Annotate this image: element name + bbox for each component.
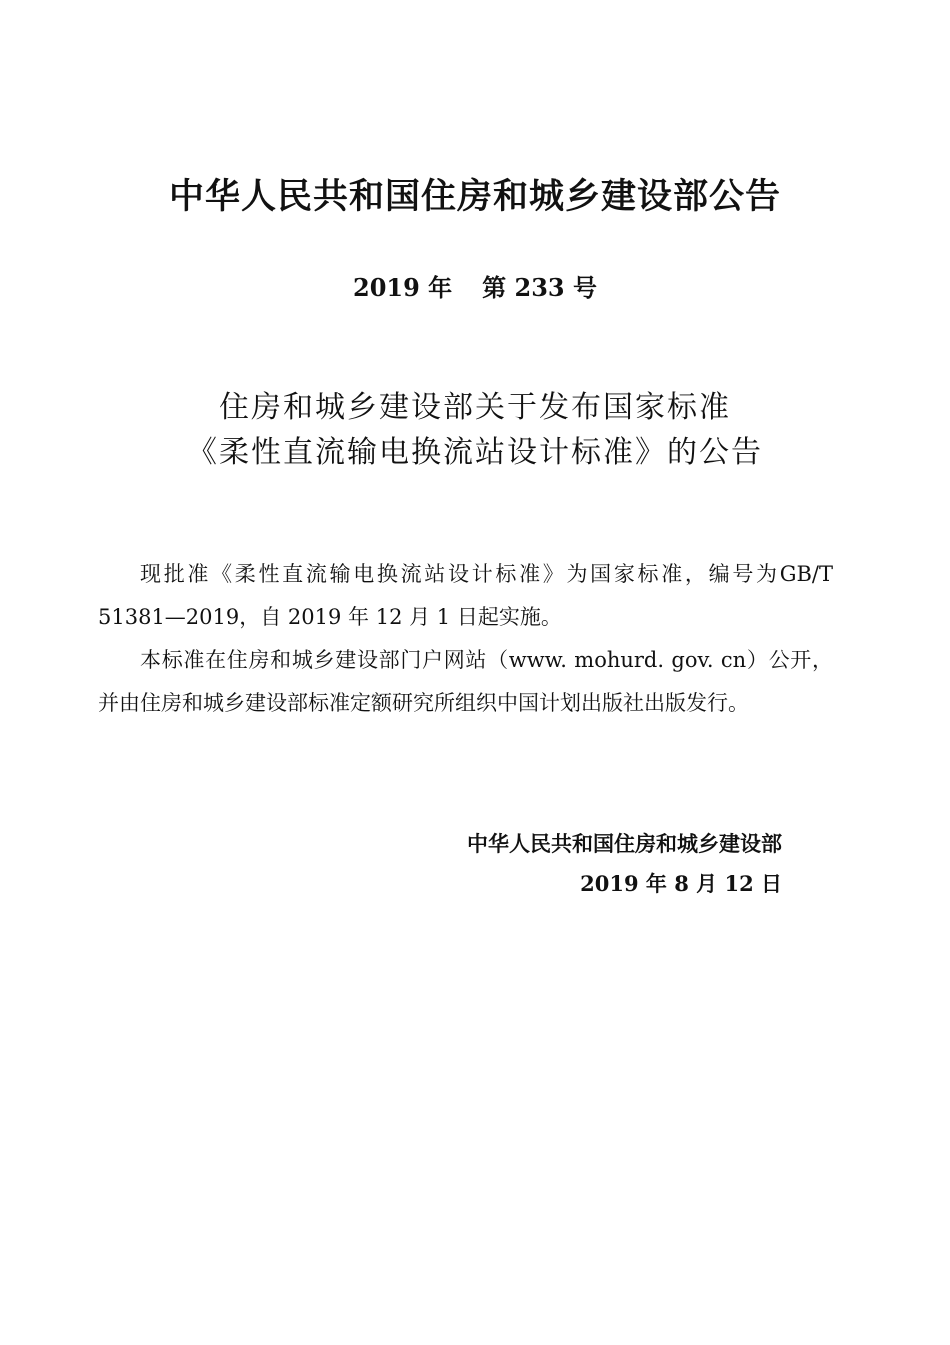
notice-title-line-1: 住房和城乡建设部关于发布国家标准	[219, 390, 731, 425]
notice-body	[98, 553, 833, 725]
announcement-number	[0, 271, 950, 305]
signature-organization: 中华人民共和国住房和城乡建设部	[467, 832, 782, 856]
body-paragraph-2: 本标准在住房和城乡建设部门户网站（www. mohurd. gov. cn）公开，并由住房和城乡建设部标准定额研究所组织中国计划出版社出版发行。	[98, 648, 833, 715]
body-paragraph-1: 现批准《柔性直流输电换流站设计标准》为国家标准，编号为GB/T 51381—2019，自 2019 年 12 月 1 日起实施。	[98, 562, 833, 629]
notice-title-line-2: 《柔性直流输电换流站设计标准》的公告	[187, 435, 763, 470]
announcement-title: 中华人民共和国住房和城乡建设部公告	[168, 177, 781, 217]
announcement-year: 2019 年	[353, 273, 453, 302]
signature-date: 2019 年 8 月 12 日	[580, 871, 782, 896]
announcement-serial: 第 233 号	[482, 273, 597, 302]
notice-title	[0, 385, 950, 475]
